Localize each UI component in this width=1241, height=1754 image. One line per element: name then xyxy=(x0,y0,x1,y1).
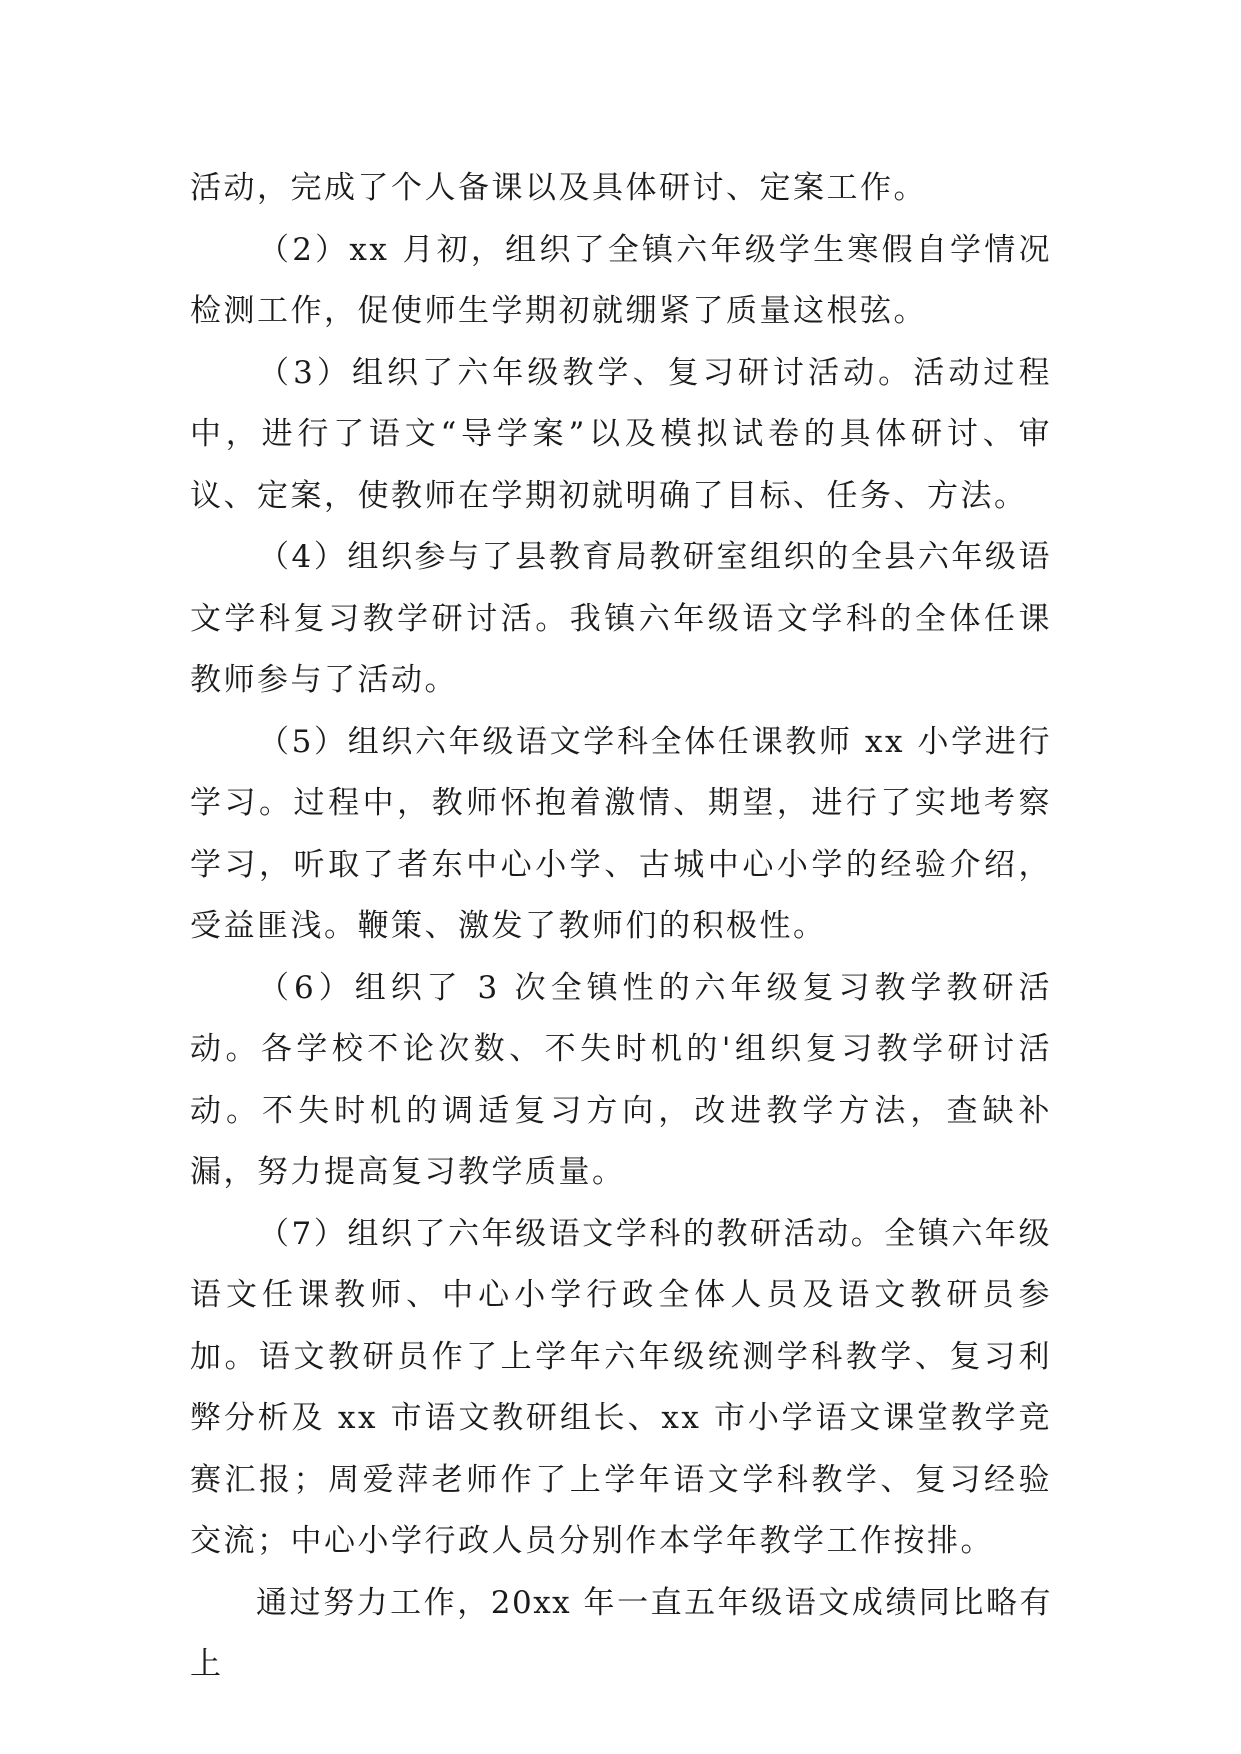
paragraph-item-4: （4）组织参与了县教育局教研室组织的全县六年级语文学科复习教学研讨活。我镇六年级语文学科的全体任课教师参与了活动。 xyxy=(190,539,1052,698)
paragraph-item-6: （6）组织了 3 次全镇性的六年级复习教学教研活动。各学校不论次数、不失时机的'组织复习教学研讨活动。不失时机的调适复习方向，改进教学方法，查缺补漏，努力提高复习教学质量。 xyxy=(190,969,1052,1190)
paragraph-item-2: （2）xx 月初，组织了全镇六年级学生寒假自学情况检测工作，促使师生学期初就绷紧了质量这根弦。 xyxy=(190,231,1052,329)
paragraph-item-5: （5）组织六年级语文学科全体任课教师 xx 小学进行学习。过程中，教师怀抱着激情、期望，进行了实地考察学习，听取了者东中心小学、古城中心小学的经验介绍，受益匪浅。鞭策、激发了教师们的积极性。 xyxy=(190,723,1052,944)
paragraph-continuation: 活动，完成了个人备课以及具体研讨、定案工作。 xyxy=(190,170,927,206)
document-body xyxy=(190,158,1052,1696)
paragraph-item-7: （7）组织了六年级语文学科的教研活动。全镇六年级语文任课教师、中心小学行政全体人员及语文教研员参加。语文教研员作了上学年六年级统测学科教学、复习利弊分析及 xx 市语文教研组长、xx 市小学语文课堂教学竞赛汇报；周爱萍老师作了上学年语文学科教学、复习经验交流；中心小学行政人员分别作本学年教学工作按排。 xyxy=(190,1215,1052,1559)
paragraph-item-3: （3）组织了六年级教学、复习研讨活动。活动过程中，进行了语文“导学案”以及模拟试卷的具体研讨、审议、定案，使教师在学期初就明确了目标、任务、方法。 xyxy=(190,354,1052,514)
paragraph-summary: 通过努力工作，20xx 年一直五年级语文成绩同比略有上 xyxy=(190,1584,1052,1682)
